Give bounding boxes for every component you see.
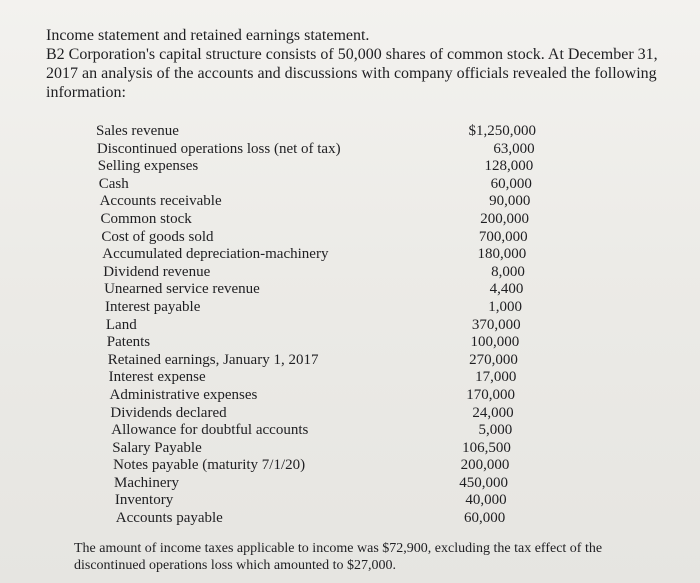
account-amount: 63,000 <box>493 140 535 157</box>
account-name: Accumulated depreciation-machinery <box>102 246 329 263</box>
account-name: Notes payable (maturity 7/1/20) <box>113 457 306 474</box>
account-row <box>96 492 536 510</box>
account-name: Accounts payable <box>115 510 223 527</box>
problem-description: B2 Corporation's capital structure consists of 50,000 shares of common stock. At December 31, 2017 an analysis of the accounts and discussions with company officials revealed the following information: <box>46 46 658 101</box>
account-amount: 5,000 <box>478 422 513 439</box>
account-row <box>96 317 536 335</box>
account-amount: 200,000 <box>480 210 529 227</box>
account-row <box>96 352 536 370</box>
account-amount: 24,000 <box>472 404 514 421</box>
account-name: Land <box>105 316 137 333</box>
account-row <box>96 158 536 176</box>
account-row <box>96 281 536 299</box>
account-name: Inventory <box>114 492 174 509</box>
account-amount: 170,000 <box>466 386 515 403</box>
account-row <box>96 475 536 493</box>
problem-intro <box>46 26 666 102</box>
account-row <box>96 369 536 387</box>
account-name: Cash <box>98 175 129 192</box>
account-amount: 100,000 <box>470 334 520 351</box>
account-name: Sales revenue <box>96 123 179 139</box>
account-amount: 60,000 <box>463 510 506 527</box>
account-amount: 8,000 <box>491 263 525 280</box>
account-name: Accounts receivable <box>99 193 222 210</box>
account-amount: 450,000 <box>459 474 508 491</box>
account-name: Retained earnings, January 1, 2017 <box>107 351 319 368</box>
account-name: Cost of goods sold <box>101 228 214 245</box>
account-row <box>96 123 536 141</box>
account-name: Interest payable <box>105 298 201 315</box>
account-name: Dividend revenue <box>103 263 211 280</box>
account-name: Salary Payable <box>112 439 202 456</box>
account-amount: 700,000 <box>478 228 528 245</box>
account-amount: 270,000 <box>469 351 518 368</box>
account-row <box>96 176 536 194</box>
account-amount: 17,000 <box>475 369 517 386</box>
account-row <box>96 211 536 229</box>
account-amount: 90,000 <box>489 193 531 210</box>
accounts-table <box>96 123 536 528</box>
account-row <box>96 193 536 211</box>
account-amount: 180,000 <box>477 246 527 263</box>
account-name: Dividends declared <box>110 404 227 421</box>
tax-note: The amount of income taxes applicable to income was $72,900, excluding the tax effect of the discontinued operations loss which amounted to $27,000. <box>74 541 603 573</box>
account-amount: 370,000 <box>471 316 521 333</box>
account-row <box>96 457 536 475</box>
account-name: Patents <box>106 334 151 351</box>
account-amount: 106,500 <box>462 439 511 456</box>
account-name: Selling expenses <box>97 158 199 175</box>
account-row <box>96 299 536 317</box>
account-amount: 60,000 <box>490 175 532 192</box>
account-amount: 4,400 <box>489 281 524 298</box>
account-row <box>96 264 536 282</box>
account-name: Discontinued operations loss (net of tax) <box>96 140 341 157</box>
account-name: Unearned service revenue <box>104 281 260 298</box>
account-amount: $1,250,000 <box>468 123 536 139</box>
account-name: Common stock <box>100 210 192 227</box>
account-row <box>96 405 536 423</box>
account-name: Interest expense <box>108 369 206 386</box>
account-row <box>96 246 536 264</box>
account-row <box>96 387 536 405</box>
account-row <box>96 422 536 440</box>
account-name: Administrative expenses <box>109 386 258 403</box>
account-amount: 40,000 <box>465 492 507 509</box>
account-row <box>96 510 536 528</box>
account-amount: 200,000 <box>460 457 510 474</box>
account-row <box>96 440 536 458</box>
account-name: Allowance for doubtful accounts <box>111 422 309 439</box>
account-row <box>96 334 536 352</box>
account-amount: 1,000 <box>488 298 522 315</box>
account-amount: 128,000 <box>484 158 534 175</box>
account-row <box>96 141 536 159</box>
account-row <box>96 229 536 247</box>
problem-title: Income statement and retained earnings statement. <box>46 27 370 44</box>
account-name: Machinery <box>114 474 179 491</box>
